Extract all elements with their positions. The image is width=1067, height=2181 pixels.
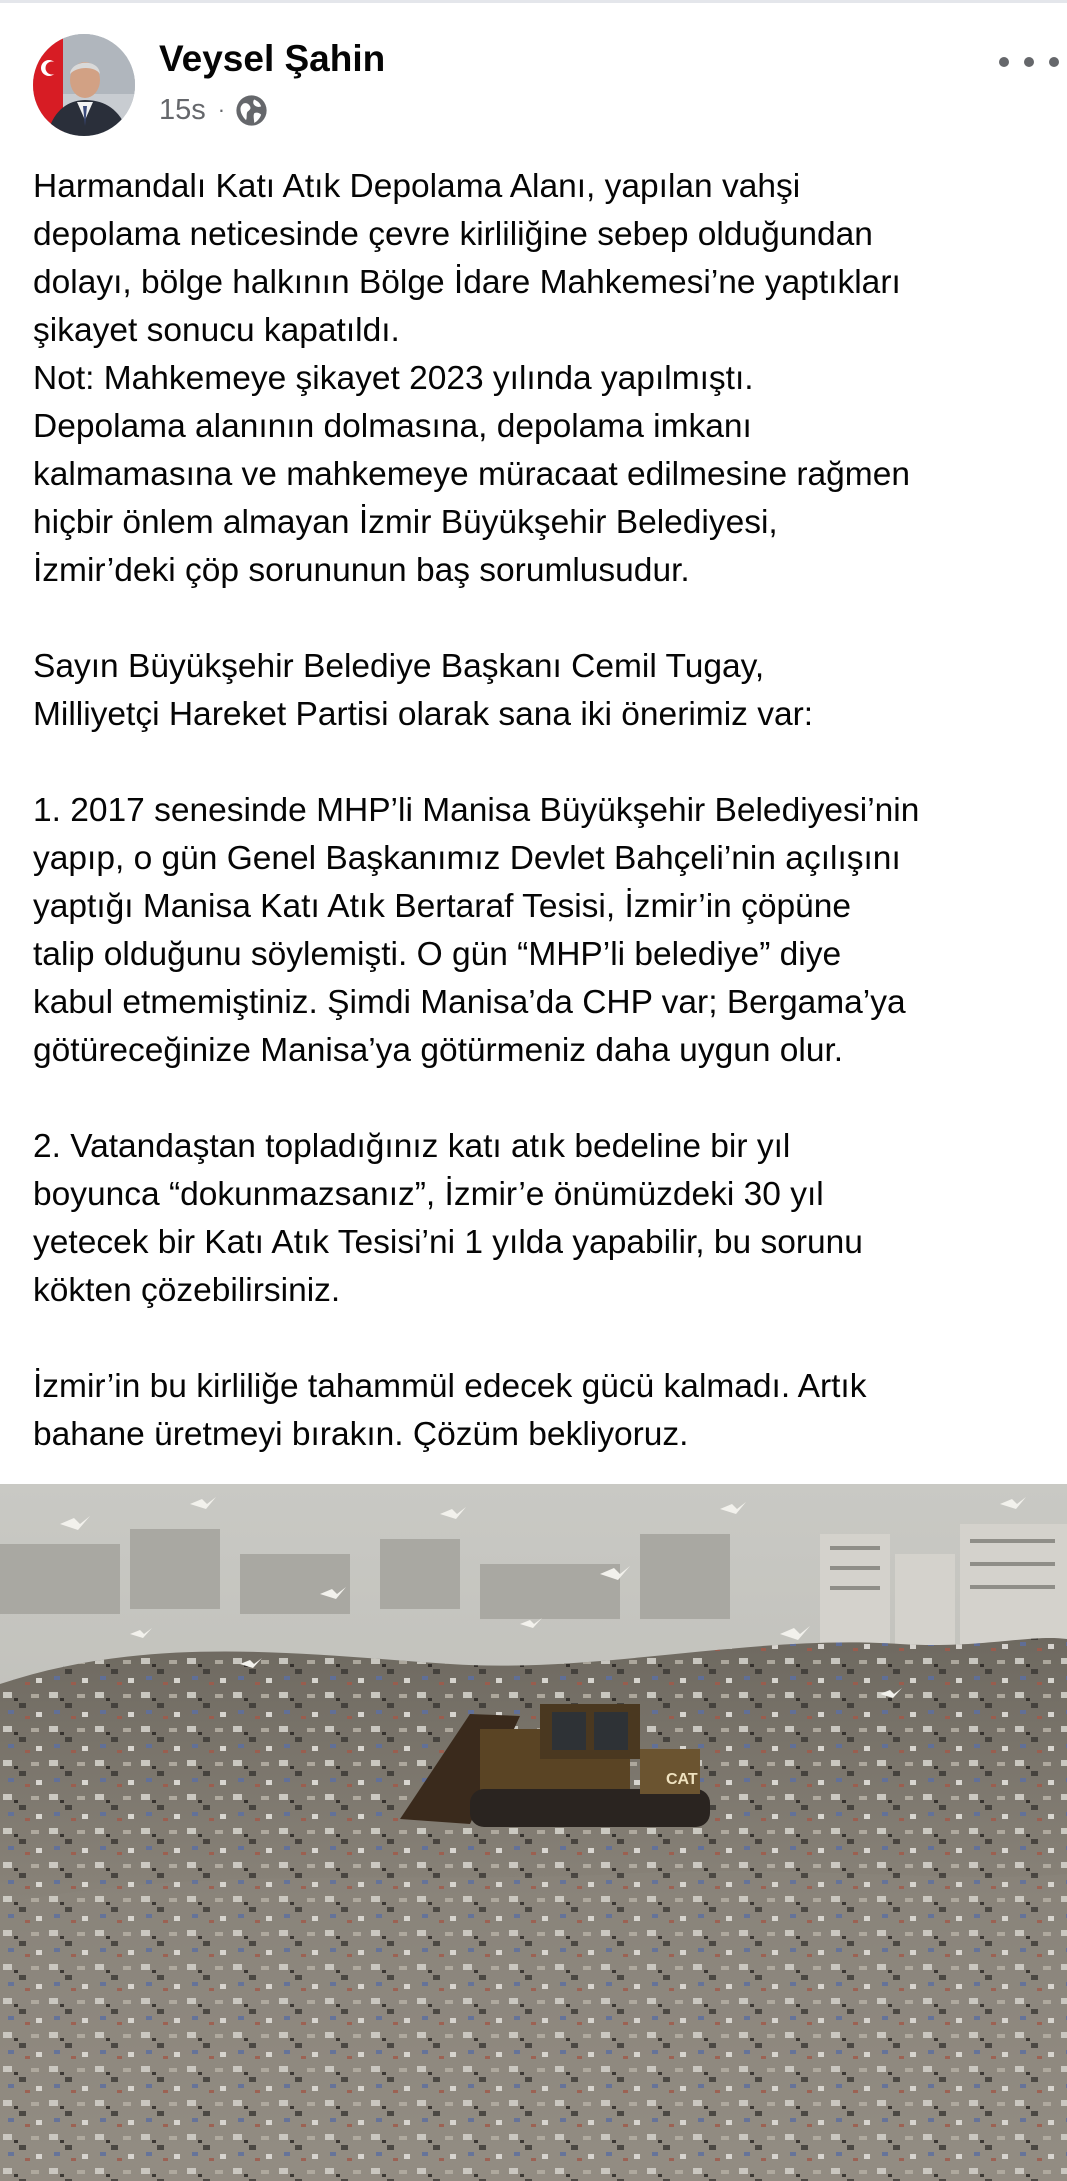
post-text	[33, 163, 1053, 1459]
more-options-icon[interactable]	[999, 44, 1059, 80]
post-text-line: Harmandalı Katı Atık Depolama Alanı, yapılan vahşi	[33, 168, 801, 205]
bulldozer-plate: CAT	[666, 1771, 698, 1788]
top-divider	[0, 0, 1067, 3]
post-text-line: depolama neticesinde çevre kirliliğine sebep olduğundan	[33, 216, 873, 253]
author-name[interactable]: Veysel Şahin	[159, 38, 386, 79]
post-meta	[159, 92, 268, 128]
avatar-photo	[33, 34, 135, 136]
post-timestamp[interactable]: 15s	[159, 93, 206, 126]
post-text-line: Sayın Büyükşehir Belediye Başkanı Cemil Tugay,	[33, 648, 765, 685]
landfill-photo	[0, 1484, 1067, 2181]
more-dot	[1024, 57, 1034, 67]
post-text-spacer	[33, 1315, 1053, 1363]
post-text-spacer	[33, 595, 1053, 643]
post-text-line: Not: Mahkemeye şikayet 2023 yılında yapılmıştı.	[33, 360, 754, 397]
post-photo[interactable]	[0, 1484, 1067, 2181]
post-text-line: İzmir’deki çöp sorununun baş sorumlusudur.	[33, 552, 690, 589]
post-header	[33, 34, 1033, 140]
post-text-line: 2. Vatandaştan topladığınız katı atık bedeline bir yıl	[33, 1128, 791, 1165]
post-text-line: İzmir’in bu kirliliğe tahammül edecek gücü kalmadı. Artık	[33, 1368, 867, 1405]
post-text-line: yapıp, o gün Genel Başkanımız Devlet Bahçeli’nin açılışını	[33, 840, 901, 877]
post-text-line: hiçbir önlem almayan İzmir Büyükşehir Belediyesi,	[33, 504, 778, 541]
post-text-line: boyunca “dokunmazsanız”, İzmir’e önümüzdeki 30 yıl	[33, 1176, 824, 1213]
post-text-spacer	[33, 1075, 1053, 1123]
more-dot	[999, 57, 1009, 67]
post-text-line: kabul etmemiştiniz. Şimdi Manisa’da CHP var; Bergama’ya	[33, 984, 906, 1021]
meta-separator: ·	[217, 97, 226, 122]
post-text-line: kalmamasına ve mahkemeye müracaat edilmesine rağmen	[33, 456, 910, 493]
post-text-line: götüreceğinize Manisa’ya götürmeniz daha uygun olur.	[33, 1032, 844, 1069]
post-text-line: yaptığı Manisa Katı Atık Bertaraf Tesisi, İzmir’in çöpüne	[33, 888, 852, 925]
globe-icon	[235, 94, 268, 127]
post-text-line: Depolama alanının dolmasına, depolama imkanı	[33, 408, 752, 445]
post-text-line: kökten çözebilirsiniz.	[33, 1272, 341, 1309]
post-text-line: talip olduğunu söylemişti. O gün “MHP’li belediye” diye	[33, 936, 842, 973]
post-text-line: bahane üretmeyi bırakın. Çözüm bekliyoruz.	[33, 1416, 689, 1453]
post-text-line: yetecek bir Katı Atık Tesisi’ni 1 yılda yapabilir, bu sorunu	[33, 1224, 863, 1261]
post-text-line: şikayet sonucu kapatıldı.	[33, 312, 400, 349]
author-avatar[interactable]	[33, 34, 135, 136]
more-dot	[1049, 57, 1059, 67]
post-text-spacer	[33, 739, 1053, 787]
post-text-line: Milliyetçi Hareket Partisi olarak sana iki önerimiz var:	[33, 696, 814, 733]
post-text-line: 1. 2017 senesinde MHP’li Manisa Büyükşehir Belediyesi’nin	[33, 792, 920, 829]
post-text-line: dolayı, bölge halkının Bölge İdare Mahkemesi’ne yaptıkları	[33, 264, 901, 301]
